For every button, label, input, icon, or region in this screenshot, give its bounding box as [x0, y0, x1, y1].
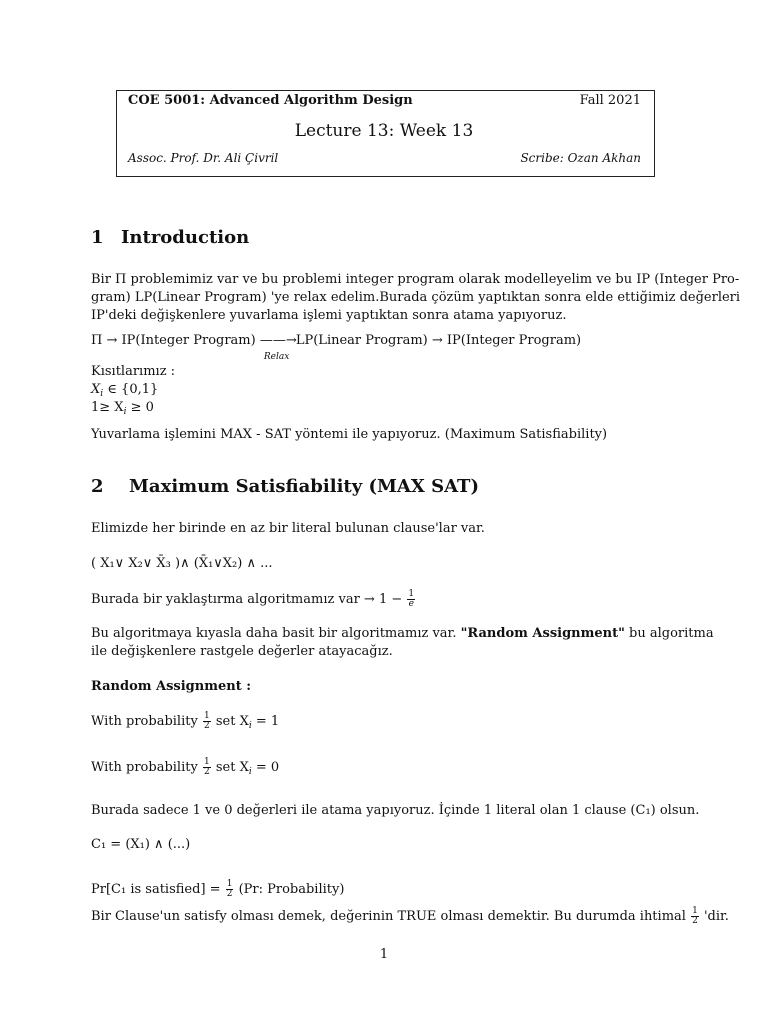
clause-formula: ( X₁∨ X₂∨ X̄₃ )∧ (X̄₁∨X₂) ∧ ...: [91, 556, 273, 571]
rounding-note: Yuvarlama işlemini MAX - SAT yöntemi ile yapıyoruz. (Maximum Satisfiability): [91, 427, 608, 442]
relax-arrow-glyph: ——→: [259, 333, 297, 348]
page-number: 1: [379, 947, 389, 962]
approximation-line: Burada bir yaklaştırma algoritmamız var → 1 − $\frac{1}{e}$: [91, 589, 415, 609]
course-title: COE 5001: Advanced Algorithm Design: [128, 93, 413, 108]
scribe-name: Scribe: Ozan Akhan: [520, 151, 641, 165]
satisfaction-probability: Pr[C₁ is satisfied] = $\frac{1}{2}$ (Pr: Probability): [91, 879, 345, 899]
approx-fraction: $\frac{1}{e}$: [408, 589, 415, 609]
section-2-number: 2: [91, 476, 104, 497]
term-label: Fall 2021: [579, 93, 641, 108]
section-2-title: Maximum Satisfiability (MAX SAT): [129, 476, 479, 497]
random-line-2: ile değişkenlere rastgele değerler atayacağız.: [91, 644, 393, 659]
lecture-title: Lecture 13: Week 13: [294, 121, 474, 141]
instructor-name: Assoc. Prof. Dr. Ali Çivril: [128, 151, 279, 165]
half-fraction: $\frac{1}{2}$: [226, 879, 233, 899]
probability-set-one: With probability $\frac{1}{2}$ set $X_i = 1$: [91, 711, 280, 731]
probability-set-zero: With probability $\frac{1}{2}$ set $X_i = 0$: [91, 757, 280, 777]
intro-paragraph: [91, 271, 741, 325]
half-fraction: $\frac{1}{2}$: [692, 906, 698, 926]
random-assignment-heading: Random Assignment :: [91, 679, 252, 694]
section-1-heading: [91, 227, 249, 248]
intro-line-2: gram) LP(Linear Program) 'ye relax edelim.Burada çözüm yaptıktan sonra elde ettiğimiz değerleri: [91, 290, 741, 305]
relax-arrow: [259, 333, 297, 362]
half-fraction: $\frac{1}{2}$: [203, 757, 210, 777]
section-1-number: 1: [91, 227, 104, 248]
intro-line-1: Bir Π problemimiz var ve bu problemi integer program olarak modelleyelim ve bu IP (Integer Pro-: [91, 272, 740, 287]
random-assignment-paragraph: [91, 625, 714, 661]
section-1-title: Introduction: [121, 227, 250, 248]
intro-line-3: IP'deki değişkenlere yuvarlama işlemi yaptıktan sonra atama yapıyoruz.: [91, 308, 567, 323]
relax-arrow-label: Relax: [263, 352, 290, 362]
half-fraction: $\frac{1}{2}$: [203, 711, 210, 731]
section-2-heading: [91, 476, 479, 497]
constraints-label: Kısıtlarımız :: [91, 364, 176, 379]
clauses-intro: Elimizde her birinde en az bir literal bulunan clause'lar var.: [91, 521, 485, 536]
flow-start: Π → IP(Integer Program): [91, 333, 256, 348]
ip-lp-flow: [91, 332, 582, 362]
satisfy-explanation: Bir Clause'un satisfy olması demek, değerinin TRUE olması demektir. Bu durumda ihtimal $\frac{1}{2}$ 'dir.: [91, 906, 729, 926]
constraint-range: $1\ge X_i \ge 0$: [91, 400, 154, 417]
constraint-binary: $X_i$ ∈ {0,1}: [91, 382, 159, 399]
clause-c1-definition: C₁ = (X₁) ∧ (...): [91, 837, 191, 852]
flow-end: LP(Linear Program) → IP(Integer Program): [295, 333, 582, 348]
binary-assignment-note: Burada sadece 1 ve 0 değerleri ile atama yapıyoruz. İçinde 1 literal olan 1 clause (C₁) olsun.: [91, 803, 700, 818]
random-line-1: Bu algoritmaya kıyasla daha basit bir algoritmamız var. "Random Assignment" bu algoritma: [91, 626, 714, 641]
